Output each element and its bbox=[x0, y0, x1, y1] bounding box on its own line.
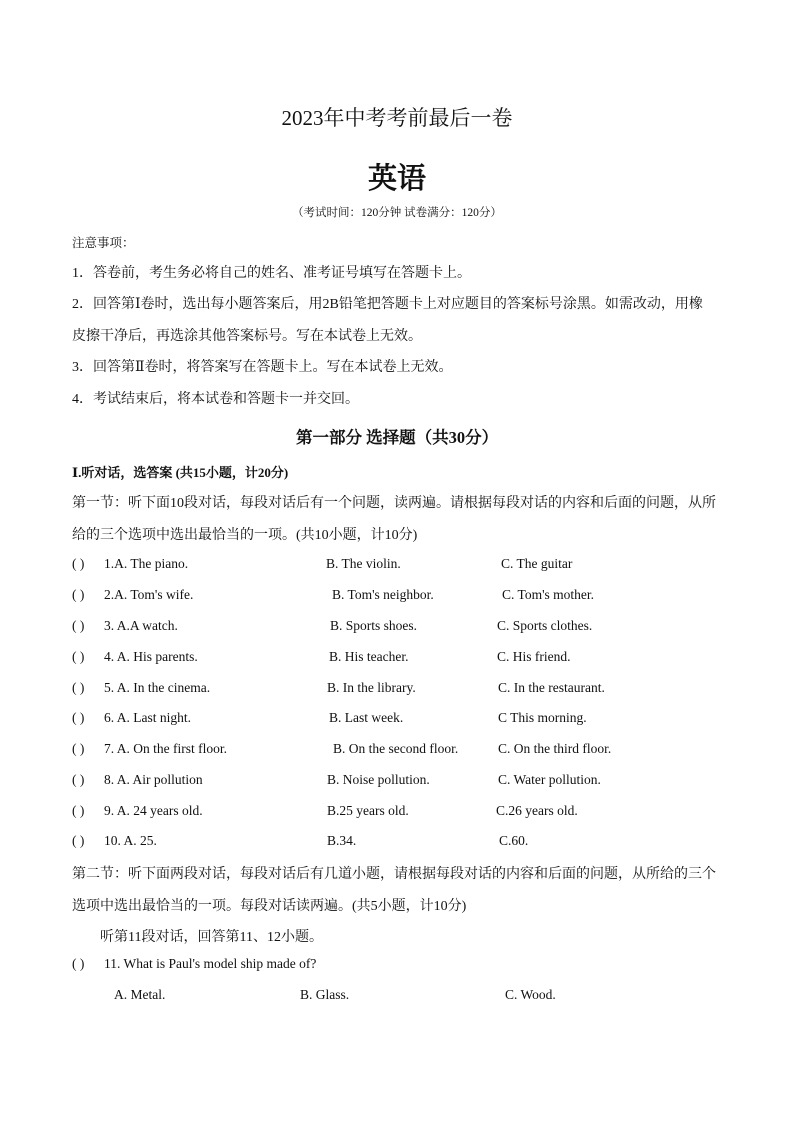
note-item-3: 3．回答第Ⅱ卷时，将答案写在答题卡上。写在本试卷上无效。 bbox=[72, 360, 453, 375]
option-a: 2.A. Tom's wife. bbox=[104, 587, 194, 602]
option-b: B. In the library. bbox=[327, 680, 416, 695]
question-row bbox=[0, 710, 794, 730]
part-heading: Ⅰ.听对话，选答案 (共15小题，计20分) bbox=[72, 465, 289, 480]
option-a: 10. A. 25. bbox=[104, 833, 157, 848]
section1-intro-line2: 给的三个选项中选出最恰当的一项。(共10小题，计10分) bbox=[72, 528, 418, 543]
question-row bbox=[0, 680, 794, 700]
question-row bbox=[0, 956, 794, 976]
answer-blank: ( ) bbox=[72, 741, 85, 756]
question-options bbox=[0, 987, 794, 1007]
dialog-11-instruction: 听第11段对话，回答第11、12小题。 bbox=[100, 930, 323, 945]
option-b: B. Last week. bbox=[329, 710, 404, 725]
option-c: C. On the third floor. bbox=[498, 741, 612, 756]
answer-blank: ( ) bbox=[72, 772, 85, 787]
question-row bbox=[0, 772, 794, 792]
question-stem: 11. What is Paul's model ship made of? bbox=[104, 956, 317, 971]
subject-title: 英语 bbox=[367, 161, 426, 195]
option-c: C. Water pollution. bbox=[498, 772, 601, 787]
option-a: 3. A.A watch. bbox=[104, 618, 178, 633]
answer-blank: ( ) bbox=[72, 618, 85, 633]
answer-blank: ( ) bbox=[72, 956, 85, 971]
answer-blank: ( ) bbox=[72, 803, 85, 818]
notes-heading: 注意事项： bbox=[72, 236, 135, 250]
exam-info: （考试时间：120分钟 试卷满分：120分） bbox=[292, 207, 502, 219]
option-c: C. The guitar bbox=[501, 556, 573, 571]
exam-title: 2023年中考考前最后一卷 bbox=[281, 106, 513, 130]
option-b: B. On the second floor. bbox=[333, 741, 459, 756]
option-b: B. Noise pollution. bbox=[327, 772, 430, 787]
option-b: B.34. bbox=[327, 833, 357, 848]
option-b: B. His teacher. bbox=[329, 649, 409, 664]
option-a: 7. A. On the first floor. bbox=[104, 741, 227, 756]
question-row bbox=[0, 618, 794, 638]
answer-blank: ( ) bbox=[72, 710, 85, 725]
note-item-1: 1．答卷前，考生务必将自己的姓名、准考证号填写在答题卡上。 bbox=[72, 266, 471, 281]
question-row bbox=[0, 741, 794, 761]
note-item-2-cont: 皮擦干净后，再选涂其他答案标号。写在本试卷上无效。 bbox=[72, 329, 422, 344]
option-c: C. Wood. bbox=[505, 987, 556, 1002]
option-a: 9. A. 24 years old. bbox=[104, 803, 203, 818]
question-row bbox=[0, 587, 794, 607]
option-c: C. His friend. bbox=[497, 649, 571, 664]
option-c: C. Tom's mother. bbox=[502, 587, 594, 602]
question-row bbox=[0, 833, 794, 853]
option-a: 4. A. His parents. bbox=[104, 649, 198, 664]
section2-intro-line2: 选项中选出最恰当的一项。每段对话读两遍。(共5小题，计10分) bbox=[72, 899, 467, 914]
option-a: A. Metal. bbox=[114, 987, 166, 1002]
option-b: B. The violin. bbox=[326, 556, 401, 571]
option-b: B. Tom's neighbor. bbox=[332, 587, 434, 602]
option-c: C. In the restaurant. bbox=[498, 680, 605, 695]
section1-intro-line1: 第一节：听下面10段对话，每段对话后有一个问题，读两遍。请根据每段对话的内容和后面的问题，从所 bbox=[72, 496, 716, 511]
answer-blank: ( ) bbox=[72, 649, 85, 664]
question-row bbox=[0, 649, 794, 669]
question-row bbox=[0, 803, 794, 823]
option-c: C. Sports clothes. bbox=[497, 618, 593, 633]
option-a: 6. A. Last night. bbox=[104, 710, 191, 725]
option-c: C.26 years old. bbox=[496, 803, 578, 818]
option-a: 1.A. The piano. bbox=[104, 556, 189, 571]
option-c: C This morning. bbox=[498, 710, 587, 725]
answer-blank: ( ) bbox=[72, 833, 85, 848]
answer-blank: ( ) bbox=[72, 680, 85, 695]
option-b: B. Glass. bbox=[300, 987, 350, 1002]
option-a: 8. A. Air pollution bbox=[104, 772, 203, 787]
section-title: 第一部分 选择题（共30分） bbox=[295, 428, 499, 447]
option-c: C.60. bbox=[499, 833, 529, 848]
answer-blank: ( ) bbox=[72, 556, 85, 571]
option-a: 5. A. In the cinema. bbox=[104, 680, 211, 695]
option-b: B.25 years old. bbox=[327, 803, 409, 818]
option-b: B. Sports shoes. bbox=[330, 618, 418, 633]
note-item-4: 4．考试结束后，将本试卷和答题卡一并交回。 bbox=[72, 392, 359, 407]
section2-intro-line1: 第二节：听下面两段对话，每段对话后有几道小题，请根据每段对话的内容和后面的问题，从所给的三个 bbox=[72, 867, 716, 882]
question-row bbox=[0, 556, 794, 576]
note-item-2: 2．回答第Ⅰ卷时，选出每小题答案后，用2B铅笔把答题卡上对应题目的答案标号涂黑。如需改动，用橡 bbox=[72, 297, 703, 312]
answer-blank: ( ) bbox=[72, 587, 85, 602]
